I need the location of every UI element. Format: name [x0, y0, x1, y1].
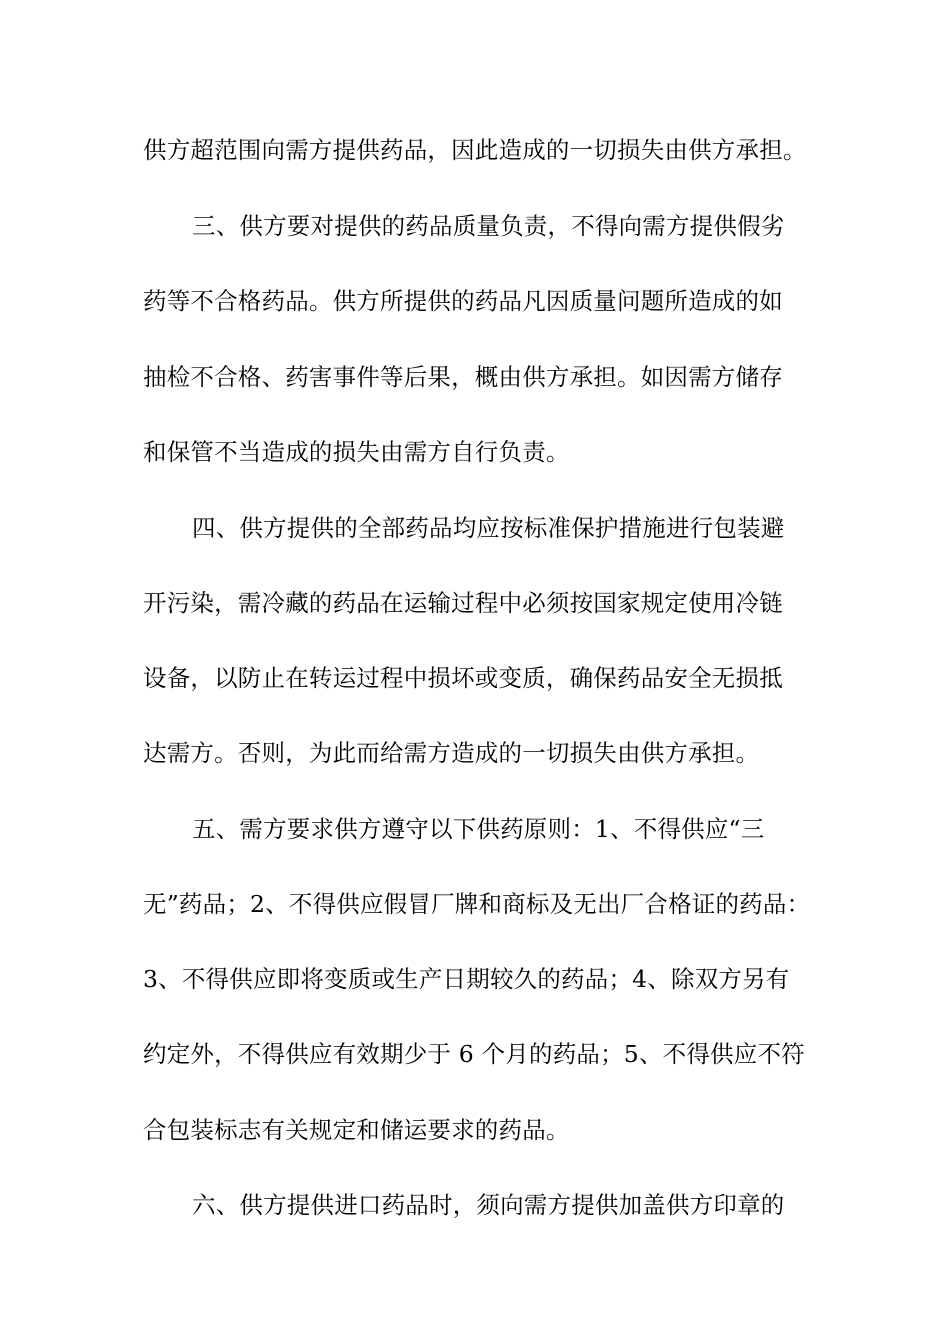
text-line-12: 3、不得供应即将变质或生产日期较久的药品；4、除双方另有	[143, 965, 790, 993]
text-line-7: 开污染，需冷藏的药品在运输过程中必须按国家规定使用冷链	[143, 589, 783, 617]
text-line-9: 达需方。否则，为此而给需方造成的一切损失由供方承担。	[143, 739, 760, 767]
text-line-14: 合包装标志有关规定和储运要求的药品。	[143, 1116, 570, 1144]
text-line-1: 供方超范围向需方提供药品，因此造成的一切损失由供方承担。	[143, 136, 807, 164]
text-line-5: 和保管不当造成的损失由需方自行负责。	[143, 438, 570, 466]
text-line-6: 四、供方提供的全部药品均应按标准保护措施进行包装避	[192, 514, 785, 542]
text-line-13: 约定外，不得供应有效期少于 6 个月的药品；5、不得供应不符	[143, 1040, 805, 1068]
text-line-8: 设备，以防止在转运过程中损坏或变质，确保药品安全无损抵	[143, 664, 783, 692]
text-line-10: 五、需方要求供方遵守以下供药原则：1、不得供应“三	[192, 815, 765, 843]
text-line-4: 抽检不合格、药害事件等后果，概由供方承担。如因需方储存	[143, 363, 783, 391]
text-line-15: 六、供方提供进口药品时，须向需方提供加盖供方印章的	[192, 1191, 785, 1219]
text-line-3: 药等不合格药品。供方所提供的药品凡因质量问题所造成的如	[143, 287, 783, 315]
text-line-11: 无”药品；2、不得供应假冒厂牌和商标及无出厂合格证的药品：	[143, 890, 811, 918]
text-line-2: 三、供方要对提供的药品质量负责，不得向需方提供假劣	[192, 212, 785, 240]
